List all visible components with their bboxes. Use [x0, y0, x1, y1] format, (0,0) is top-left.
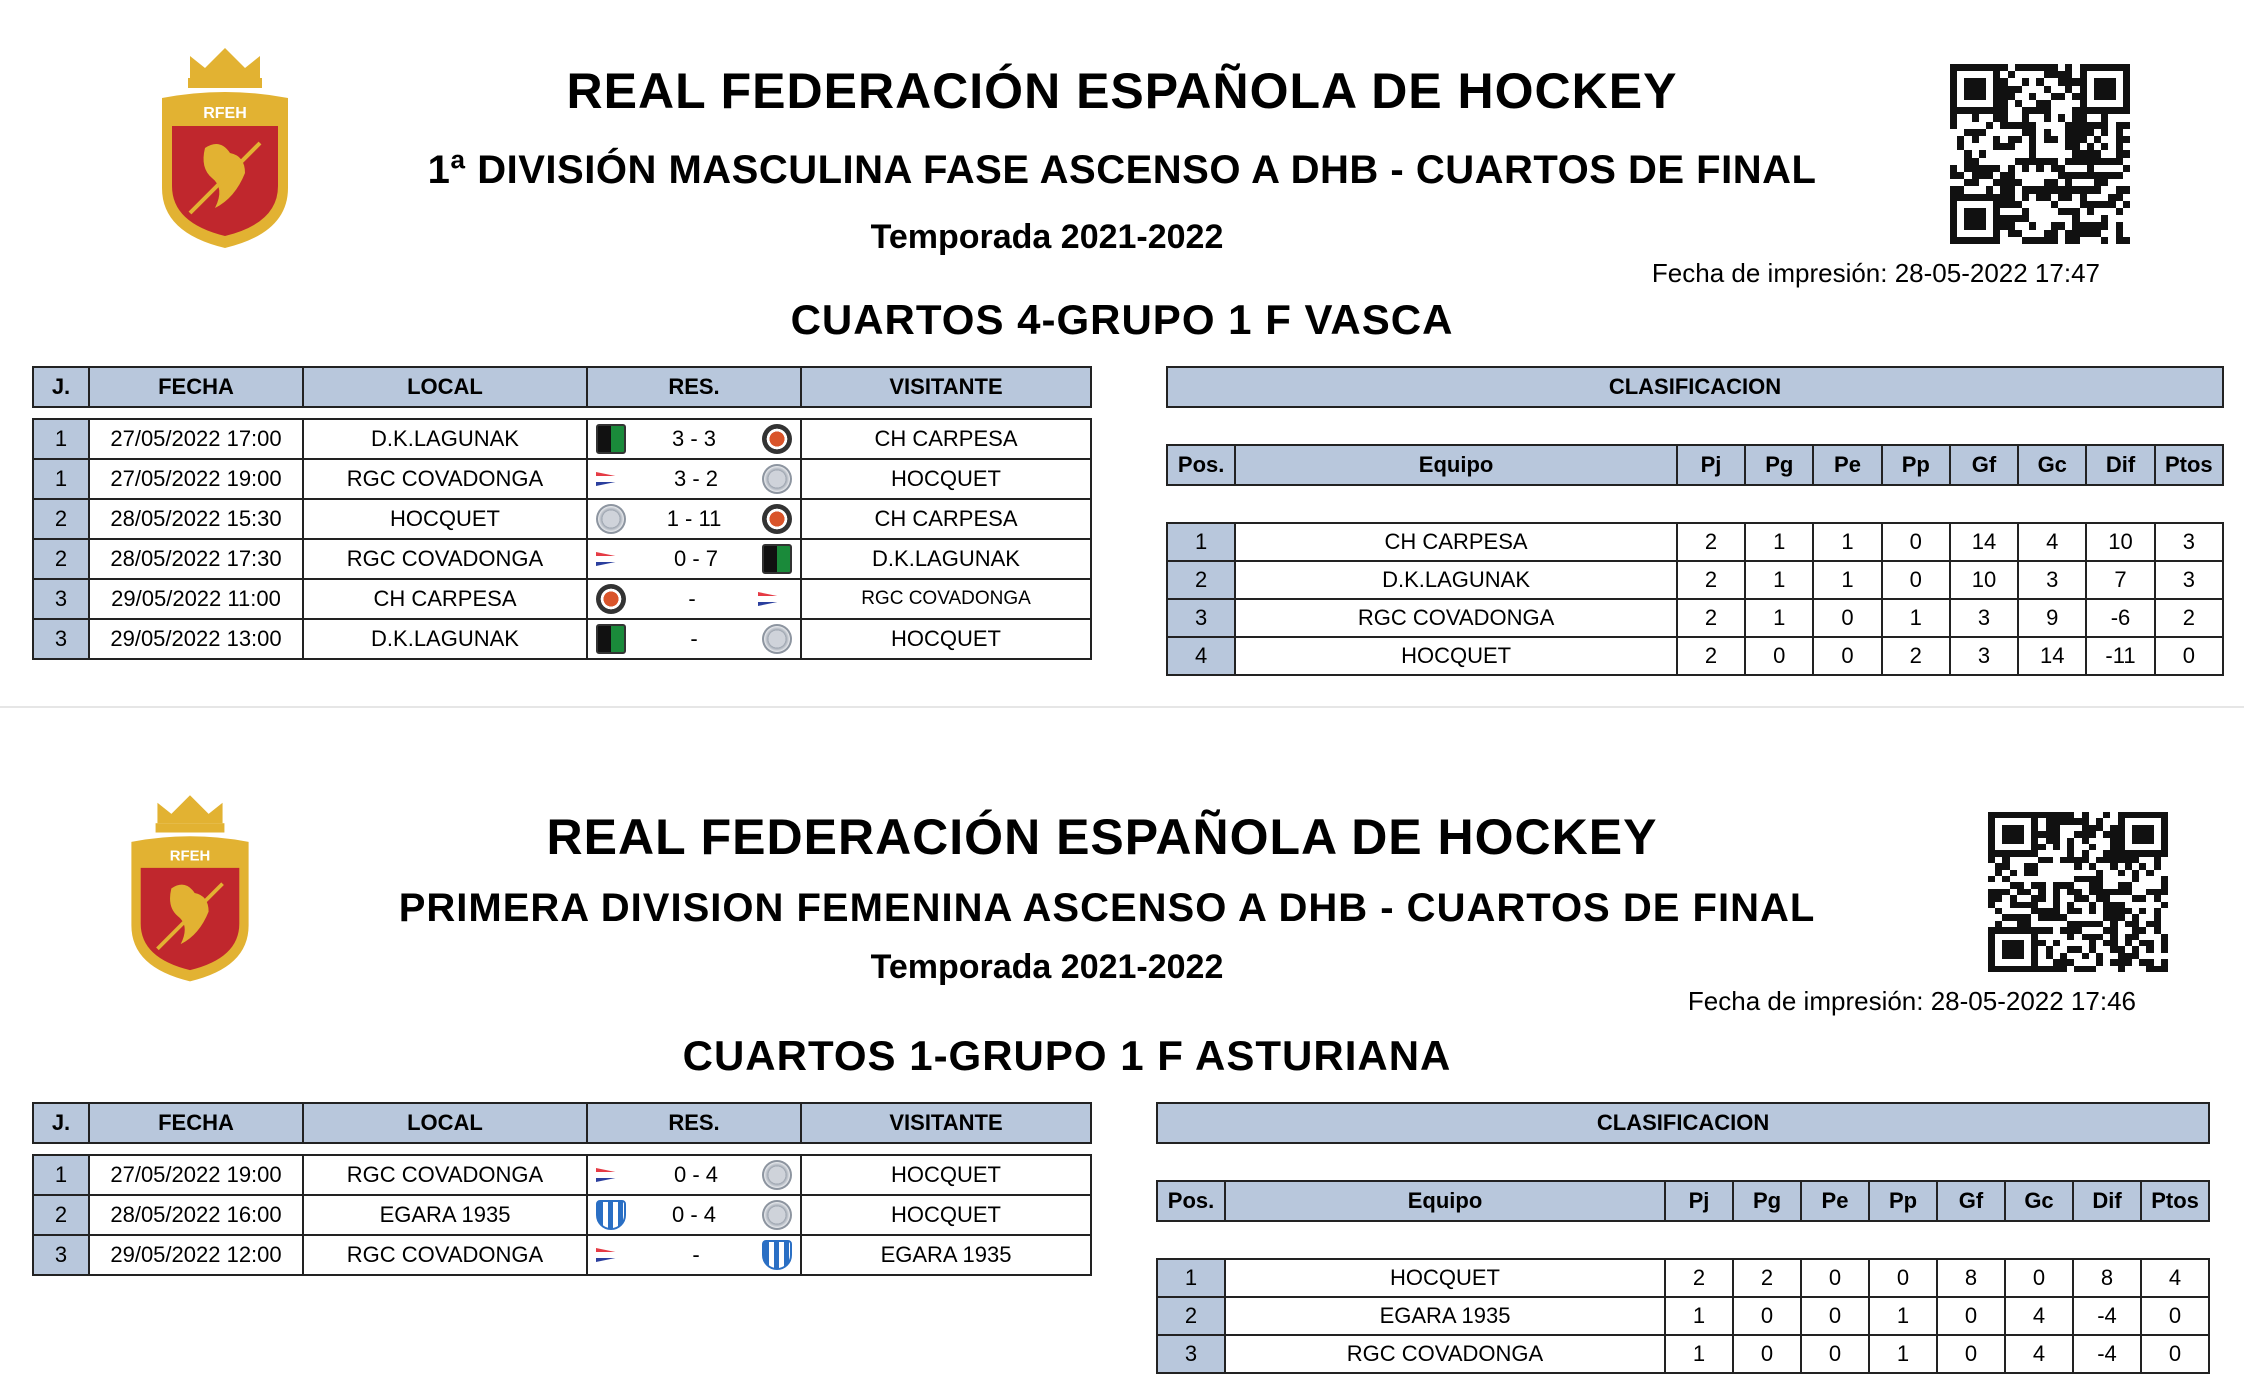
stat-cell: 2 [1733, 1259, 1801, 1297]
rgc-covadonga-pennant-icon [596, 552, 630, 566]
round-cell: 2 [33, 539, 89, 579]
matches-header-cell: J. [33, 367, 89, 407]
date-cell: 28/05/2022 17:30 [89, 539, 303, 579]
group-title: CUARTOS 4-GRUPO 1 F VASCA [790, 296, 1454, 343]
stat-cell: 0 [2005, 1259, 2073, 1297]
standings-header-cell: Pg [1745, 445, 1813, 485]
standings-row [1157, 1259, 2209, 1297]
stat-cell: 0 [1733, 1297, 1801, 1335]
dk-lagunak-crest-icon [596, 424, 626, 454]
local-team-cell: CH CARPESA [303, 579, 587, 619]
standings-row [1157, 1297, 2209, 1335]
matches-header-cell: RES. [587, 367, 801, 407]
stat-cell: 10 [1950, 561, 2018, 599]
date-cell: 28/05/2022 16:00 [89, 1195, 303, 1235]
round-cell: 3 [33, 1235, 89, 1275]
standings-header-cell: Equipo [1235, 445, 1677, 485]
qr-code-icon [1950, 64, 2130, 244]
stat-cell: 1 [1869, 1335, 1937, 1373]
stat-cell: 3 [1950, 599, 2018, 637]
position-cell: 3 [1157, 1335, 1225, 1373]
result-cell [587, 459, 801, 499]
print-date: Fecha de impresión: 28-05-2022 17:46 [1687, 986, 2136, 1016]
visitor-team-cell: CH CARPESA [801, 499, 1091, 539]
round-cell: 1 [33, 419, 89, 459]
rgc-covadonga-pennant-icon [596, 1168, 630, 1182]
result-cell [587, 499, 801, 539]
stat-cell: 2 [1677, 561, 1745, 599]
stat-cell: 0 [1937, 1297, 2005, 1335]
matches-header-cell: FECHA [89, 367, 303, 407]
date-cell: 29/05/2022 12:00 [89, 1235, 303, 1275]
standings-row [1167, 637, 2223, 675]
stat-cell: 2 [2155, 599, 2223, 637]
local-team-cell: RGC COVADONGA [303, 1235, 587, 1275]
stat-cell: 2 [1665, 1259, 1733, 1297]
matches-header-cell: LOCAL [303, 1103, 587, 1143]
local-team-cell: RGC COVADONGA [303, 539, 587, 579]
standings-header-cell: Pp [1869, 1181, 1937, 1221]
stat-cell: 9 [2018, 599, 2086, 637]
hocquet-crest-icon [596, 504, 626, 534]
match-row [33, 499, 1091, 539]
stat-cell: 0 [1801, 1335, 1869, 1373]
standings-header-cell: Pos. [1157, 1181, 1225, 1221]
standings-header-row [1167, 445, 2223, 485]
result-cell [587, 539, 801, 579]
visitor-team-cell: HOCQUET [801, 1155, 1091, 1195]
section-femenina [0, 740, 2244, 1366]
visitor-team-cell: CH CARPESA [801, 419, 1091, 459]
round-cell: 2 [33, 1195, 89, 1235]
matches-header-cell: J. [33, 1103, 89, 1143]
stat-cell: 3 [2018, 561, 2086, 599]
ch-carpesa-crest-icon [596, 584, 626, 614]
match-row [33, 539, 1091, 579]
matches-header-row [33, 367, 1091, 407]
rgc-covadonga-pennant-icon [758, 592, 792, 606]
division-title: PRIMERA DIVISION FEMENINA ASCENSO A DHB - CUARTOS DE FINAL [398, 886, 1816, 930]
score: - [690, 626, 698, 651]
date-cell: 28/05/2022 15:30 [89, 499, 303, 539]
team-cell: HOCQUET [1225, 1259, 1665, 1297]
result-cell [587, 579, 801, 619]
score: 0 - 7 [673, 546, 719, 571]
result-cell [587, 619, 801, 659]
stat-cell: 4 [2005, 1297, 2073, 1335]
stat-cell: 8 [2073, 1259, 2141, 1297]
stat-cell: 8 [1937, 1259, 2005, 1297]
dk-lagunak-crest-icon [596, 624, 626, 654]
stat-cell: 2 [1677, 637, 1745, 675]
matches-header-cell: VISITANTE [801, 367, 1091, 407]
stat-cell: 4 [2141, 1259, 2209, 1297]
match-row [33, 1155, 1091, 1195]
stat-cell: 0 [2141, 1297, 2209, 1335]
standings-header-cell: Pe [1813, 445, 1881, 485]
stat-cell: 4 [2005, 1335, 2073, 1373]
round-cell: 1 [33, 1155, 89, 1195]
position-cell: 1 [1167, 523, 1235, 561]
standings-header-cell: Ptos [2155, 445, 2223, 485]
standings-header-cell: Pj [1665, 1181, 1733, 1221]
stat-cell: 1 [1665, 1297, 1733, 1335]
egara-crest-icon [762, 1240, 792, 1270]
stat-cell: 1 [1745, 523, 1813, 561]
stat-cell: 0 [2141, 1335, 2209, 1373]
local-team-cell: D.K.LAGUNAK [303, 419, 587, 459]
standings-row [1167, 561, 2223, 599]
stat-cell: 10 [2086, 523, 2154, 561]
logo-text: RFEH [169, 848, 211, 865]
score: 3 - 2 [673, 466, 719, 491]
hocquet-crest-icon [762, 464, 792, 494]
position-cell: 1 [1157, 1259, 1225, 1297]
rgc-covadonga-pennant-icon [596, 472, 630, 486]
stat-cell: 0 [2155, 637, 2223, 675]
stat-cell: 0 [1813, 637, 1881, 675]
standings-header-cell: Gc [2018, 445, 2086, 485]
date-cell: 29/05/2022 11:00 [89, 579, 303, 619]
match-row [33, 579, 1091, 619]
standings-row [1167, 523, 2223, 561]
standings-row [1157, 1335, 2209, 1373]
ch-carpesa-crest-icon [762, 504, 792, 534]
visitor-team-cell: HOCQUET [801, 1195, 1091, 1235]
match-row [33, 419, 1091, 459]
team-cell: EGARA 1935 [1225, 1297, 1665, 1335]
dk-lagunak-crest-icon [762, 544, 792, 574]
group-title: CUARTOS 1-GRUPO 1 F ASTURIANA [682, 1032, 1452, 1079]
date-cell: 27/05/2022 19:00 [89, 459, 303, 499]
stat-cell: 0 [1869, 1259, 1937, 1297]
visitor-team-cell: HOCQUET [801, 619, 1091, 659]
matches-header-cell: RES. [587, 1103, 801, 1143]
stat-cell: 0 [1801, 1297, 1869, 1335]
matches-table [32, 1102, 1092, 1276]
standings-header-cell: Gc [2005, 1181, 2073, 1221]
standings-table [1156, 1102, 2210, 1374]
standings-table [1166, 366, 2224, 676]
stat-cell: 14 [1950, 523, 2018, 561]
standings-title: CLASIFICACION [1167, 367, 2223, 407]
result-cell [587, 1195, 801, 1235]
stat-cell: 1 [1745, 561, 1813, 599]
date-cell: 27/05/2022 19:00 [89, 1155, 303, 1195]
standings-title-row [1157, 1103, 2209, 1143]
match-row [33, 1195, 1091, 1235]
standings-header-cell: Dif [2086, 445, 2154, 485]
stat-cell: 0 [1813, 599, 1881, 637]
hocquet-crest-icon [762, 1200, 792, 1230]
logo-text: RFEH [203, 105, 247, 122]
stat-cell: 0 [1801, 1259, 1869, 1297]
standings-header-cell: Pj [1677, 445, 1745, 485]
round-cell: 3 [33, 619, 89, 659]
stat-cell: -11 [2086, 637, 2154, 675]
local-team-cell: RGC COVADONGA [303, 1155, 587, 1195]
season-label: Temporada 2021-2022 [870, 218, 1224, 256]
visitor-team-cell: EGARA 1935 [801, 1235, 1091, 1275]
position-cell: 4 [1167, 637, 1235, 675]
standings-header-cell: Gf [1937, 1181, 2005, 1221]
position-cell: 2 [1167, 561, 1235, 599]
federation-title: REAL FEDERACIÓN ESPAÑOLA DE HOCKEY [546, 809, 1658, 865]
standings-header-cell: Gf [1950, 445, 2018, 485]
result-cell [587, 1155, 801, 1195]
standings-header-row [1157, 1181, 2209, 1221]
matches-header-cell: VISITANTE [801, 1103, 1091, 1143]
standings-header-cell: Pp [1882, 445, 1950, 485]
stat-cell: 2 [1677, 523, 1745, 561]
position-cell: 3 [1167, 599, 1235, 637]
hocquet-crest-icon [762, 624, 792, 654]
visitor-team-cell: HOCQUET [801, 459, 1091, 499]
stat-cell: 0 [1937, 1335, 2005, 1373]
team-cell: RGC COVADONGA [1235, 599, 1677, 637]
standings-title-row [1167, 367, 2223, 407]
stat-cell: 0 [1882, 523, 1950, 561]
result-cell [587, 1235, 801, 1275]
matches-table [32, 366, 1092, 660]
stat-cell: 2 [1677, 599, 1745, 637]
standings-header-cell: Equipo [1225, 1181, 1665, 1221]
stat-cell: 0 [1733, 1335, 1801, 1373]
stat-cell: 1 [1813, 523, 1881, 561]
match-row [33, 619, 1091, 659]
rgc-covadonga-pennant-icon [596, 1248, 630, 1262]
standings-header-cell: Pe [1801, 1181, 1869, 1221]
standings-header-cell: Pg [1733, 1181, 1801, 1221]
result-cell [587, 419, 801, 459]
local-team-cell: HOCQUET [303, 499, 587, 539]
match-row [33, 459, 1091, 499]
score: 3 - 3 [671, 426, 717, 451]
season-label: Temporada 2021-2022 [870, 948, 1224, 986]
qr-code-icon [1988, 812, 2168, 972]
division-title: 1ª DIVISIÓN MASCULINA FASE ASCENSO A DHB - CUARTOS DE FINAL [427, 148, 1817, 192]
stat-cell: 1 [1665, 1335, 1733, 1373]
stat-cell: 1 [1869, 1297, 1937, 1335]
local-team-cell: EGARA 1935 [303, 1195, 587, 1235]
visitor-team-cell: D.K.LAGUNAK [801, 539, 1091, 579]
round-cell: 2 [33, 499, 89, 539]
stat-cell: 3 [1950, 637, 2018, 675]
federation-title: REAL FEDERACIÓN ESPAÑOLA DE HOCKEY [566, 63, 1678, 119]
stat-cell: 1 [1882, 599, 1950, 637]
matches-header-row [33, 1103, 1091, 1143]
score: 1 - 11 [666, 506, 722, 531]
round-cell: 1 [33, 459, 89, 499]
local-team-cell: RGC COVADONGA [303, 459, 587, 499]
matches-header-cell: FECHA [89, 1103, 303, 1143]
stat-cell: 3 [2155, 523, 2223, 561]
stat-cell: -4 [2073, 1297, 2141, 1335]
standings-title: CLASIFICACION [1157, 1103, 2209, 1143]
position-cell: 2 [1157, 1297, 1225, 1335]
matches-header-cell: LOCAL [303, 367, 587, 407]
stat-cell: -6 [2086, 599, 2154, 637]
standings-header-cell: Pos. [1167, 445, 1235, 485]
round-cell: 3 [33, 579, 89, 619]
egara-crest-icon [596, 1200, 626, 1230]
score: - [688, 586, 696, 611]
print-date: Fecha de impresión: 28-05-2022 17:47 [1651, 258, 2100, 288]
stat-cell: -4 [2073, 1335, 2141, 1373]
team-cell: CH CARPESA [1235, 523, 1677, 561]
stat-cell: 7 [2086, 561, 2154, 599]
hocquet-crest-icon [762, 1160, 792, 1190]
visitor-team-cell: RGC COVADONGA [801, 579, 1091, 619]
stat-cell: 1 [1813, 561, 1881, 599]
stat-cell: 1 [1745, 599, 1813, 637]
date-cell: 27/05/2022 17:00 [89, 419, 303, 459]
score: 0 - 4 [671, 1202, 717, 1227]
section-divider [0, 706, 2244, 708]
stat-cell: 2 [1882, 637, 1950, 675]
local-team-cell: D.K.LAGUNAK [303, 619, 587, 659]
standings-row [1167, 599, 2223, 637]
ch-carpesa-crest-icon [762, 424, 792, 454]
team-cell: HOCQUET [1235, 637, 1677, 675]
score: - [692, 1242, 700, 1267]
stat-cell: 4 [2018, 523, 2086, 561]
stat-cell: 0 [1745, 637, 1813, 675]
stat-cell: 0 [1882, 561, 1950, 599]
date-cell: 29/05/2022 13:00 [89, 619, 303, 659]
standings-header-cell: Ptos [2141, 1181, 2209, 1221]
score: 0 - 4 [673, 1162, 719, 1187]
team-cell: D.K.LAGUNAK [1235, 561, 1677, 599]
stat-cell: 14 [2018, 637, 2086, 675]
team-cell: RGC COVADONGA [1225, 1335, 1665, 1373]
standings-header-cell: Dif [2073, 1181, 2141, 1221]
stat-cell: 3 [2155, 561, 2223, 599]
match-row [33, 1235, 1091, 1275]
